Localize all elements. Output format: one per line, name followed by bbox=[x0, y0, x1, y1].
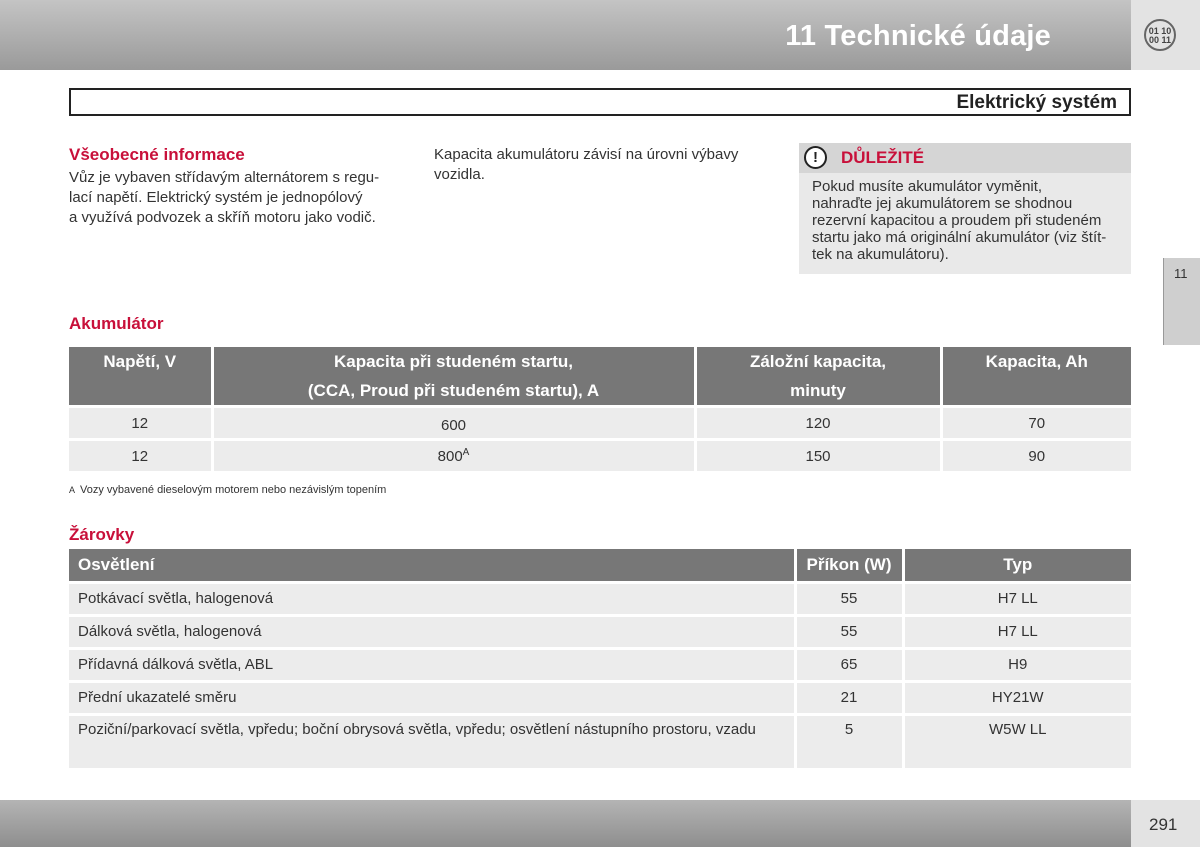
bulbs-table bbox=[69, 549, 1131, 771]
battery-reserve-cell: 150 bbox=[695, 440, 941, 473]
cca-footnote-mark: A bbox=[462, 447, 470, 458]
header-line: Napětí, V bbox=[103, 352, 177, 371]
chapter-title: 11 Technické údaje bbox=[785, 20, 1051, 52]
table-row bbox=[69, 440, 1131, 473]
battery-heading: Akumulátor bbox=[69, 314, 164, 333]
battery-header-row bbox=[69, 347, 1131, 407]
table-row bbox=[69, 715, 1131, 770]
important-text bbox=[812, 178, 1122, 263]
section-title: Elektrický systém bbox=[956, 92, 1117, 113]
chapter-icon-line1: 01 10 bbox=[1148, 26, 1172, 36]
important-line: nahraďte jej akumulátorem se shodnou bbox=[812, 195, 1073, 212]
battery-table bbox=[69, 347, 1131, 474]
table-row bbox=[69, 682, 1131, 715]
battery-cca-cell bbox=[212, 440, 695, 473]
bulb-type-cell: H9 bbox=[903, 649, 1131, 682]
bulb-type-cell: HY21W bbox=[903, 682, 1131, 715]
bulbs-heading: Žárovky bbox=[69, 525, 135, 544]
bulb-type-cell: H7 LL bbox=[903, 583, 1131, 616]
exclamation-icon: ! bbox=[804, 146, 827, 169]
important-line: Pokud musíte akumulátor vyměnit, bbox=[812, 178, 1043, 195]
bulb-type-cell: W5W LL bbox=[903, 715, 1131, 770]
table-row bbox=[69, 407, 1131, 440]
bulb-power-cell: 55 bbox=[795, 616, 903, 649]
header-line: minuty bbox=[790, 381, 846, 400]
capacity-text bbox=[434, 145, 738, 185]
capacity-line: Kapacita akumulátoru závisí na úrovni výbavy bbox=[434, 146, 739, 163]
bulb-power-cell: 65 bbox=[795, 649, 903, 682]
table-row bbox=[69, 616, 1131, 649]
cca-value: 800 bbox=[437, 448, 463, 465]
important-line: tek na akumulátoru). bbox=[812, 246, 949, 263]
bulb-lighting-cell: Přední ukazatelé směru bbox=[69, 682, 795, 715]
general-line: a využívá podvozek a skříň motoru jako vodič. bbox=[69, 209, 376, 226]
capacity-line: vozidla. bbox=[434, 166, 485, 183]
footer-bar bbox=[0, 800, 1131, 847]
bulb-type-cell: H7 LL bbox=[903, 616, 1131, 649]
header-line: Záložní kapacita, bbox=[749, 352, 887, 371]
battery-header-voltage bbox=[69, 347, 212, 407]
chapter-icon-box bbox=[1131, 0, 1200, 70]
bulb-lighting-cell: Potkávací světla, halogenová bbox=[69, 583, 795, 616]
general-heading: Všeobecné informace bbox=[69, 145, 245, 164]
important-header bbox=[799, 143, 1131, 173]
bulb-power-cell: 55 bbox=[795, 583, 903, 616]
general-line: Vůz je vybaven střídavým alternátorem s regu- bbox=[69, 169, 380, 186]
table-row bbox=[69, 649, 1131, 682]
important-line: rezervní kapacitou a proudem při studeném bbox=[812, 212, 1102, 229]
bulb-power-cell: 5 bbox=[795, 715, 903, 770]
battery-voltage-cell: 12 bbox=[69, 407, 212, 440]
battery-cca-cell bbox=[212, 407, 695, 440]
bulb-lighting-cell: Přídavná dálková světla, ABL bbox=[69, 649, 795, 682]
chapter-index-icon bbox=[1144, 19, 1176, 51]
page-number: 291 bbox=[1149, 815, 1178, 834]
side-tab-label: 11 bbox=[1174, 266, 1188, 281]
battery-ah-cell: 70 bbox=[941, 407, 1131, 440]
chapter-icon-line2: 00 11 bbox=[1148, 35, 1172, 45]
header-bar bbox=[0, 0, 1131, 70]
bulbs-header-lighting: Osvětlení bbox=[69, 549, 795, 583]
cca-value: 600 bbox=[440, 416, 467, 434]
important-line: startu jako má originální akumulátor (viz štít- bbox=[812, 229, 1107, 246]
battery-voltage-cell: 12 bbox=[69, 440, 212, 473]
header-line: (CCA, Proud při studeném startu), A bbox=[307, 381, 600, 400]
bulb-power-cell: 21 bbox=[795, 682, 903, 715]
important-box bbox=[799, 143, 1131, 274]
header-line: Kapacita při studeném startu, bbox=[333, 352, 573, 371]
footnote-text: Vozy vybavené dieselovým motorem nebo nezávislým topením bbox=[80, 484, 387, 496]
battery-header-ah bbox=[941, 347, 1131, 407]
bulbs-header-row bbox=[69, 549, 1131, 583]
table-row bbox=[69, 583, 1131, 616]
bulbs-header-type: Typ bbox=[903, 549, 1131, 583]
page-number-box bbox=[1131, 800, 1200, 847]
battery-header-cca bbox=[212, 347, 695, 407]
chapter-side-tab[interactable] bbox=[1163, 258, 1200, 345]
important-title: DŮLEŽITÉ bbox=[841, 148, 925, 167]
general-line: lací napětí. Elektrický systém je jednopólový bbox=[69, 189, 363, 206]
bulb-lighting-cell: Dálková světla, halogenová bbox=[69, 616, 795, 649]
battery-reserve-cell: 120 bbox=[695, 407, 941, 440]
battery-ah-cell: 90 bbox=[941, 440, 1131, 473]
bulb-lighting-cell: Poziční/parkovací světla, vpředu; boční obrysová světla, vpředu; osvětlení nástupního prostoru, vzadu bbox=[69, 715, 795, 770]
general-text bbox=[69, 168, 379, 228]
section-title-box bbox=[69, 88, 1131, 116]
header-line: Kapacita, Ah bbox=[985, 352, 1088, 371]
battery-footnote bbox=[69, 484, 386, 496]
footnote-marker: A bbox=[69, 485, 76, 495]
battery-header-reserve bbox=[695, 347, 941, 407]
bulbs-header-power: Příkon (W) bbox=[795, 549, 903, 583]
